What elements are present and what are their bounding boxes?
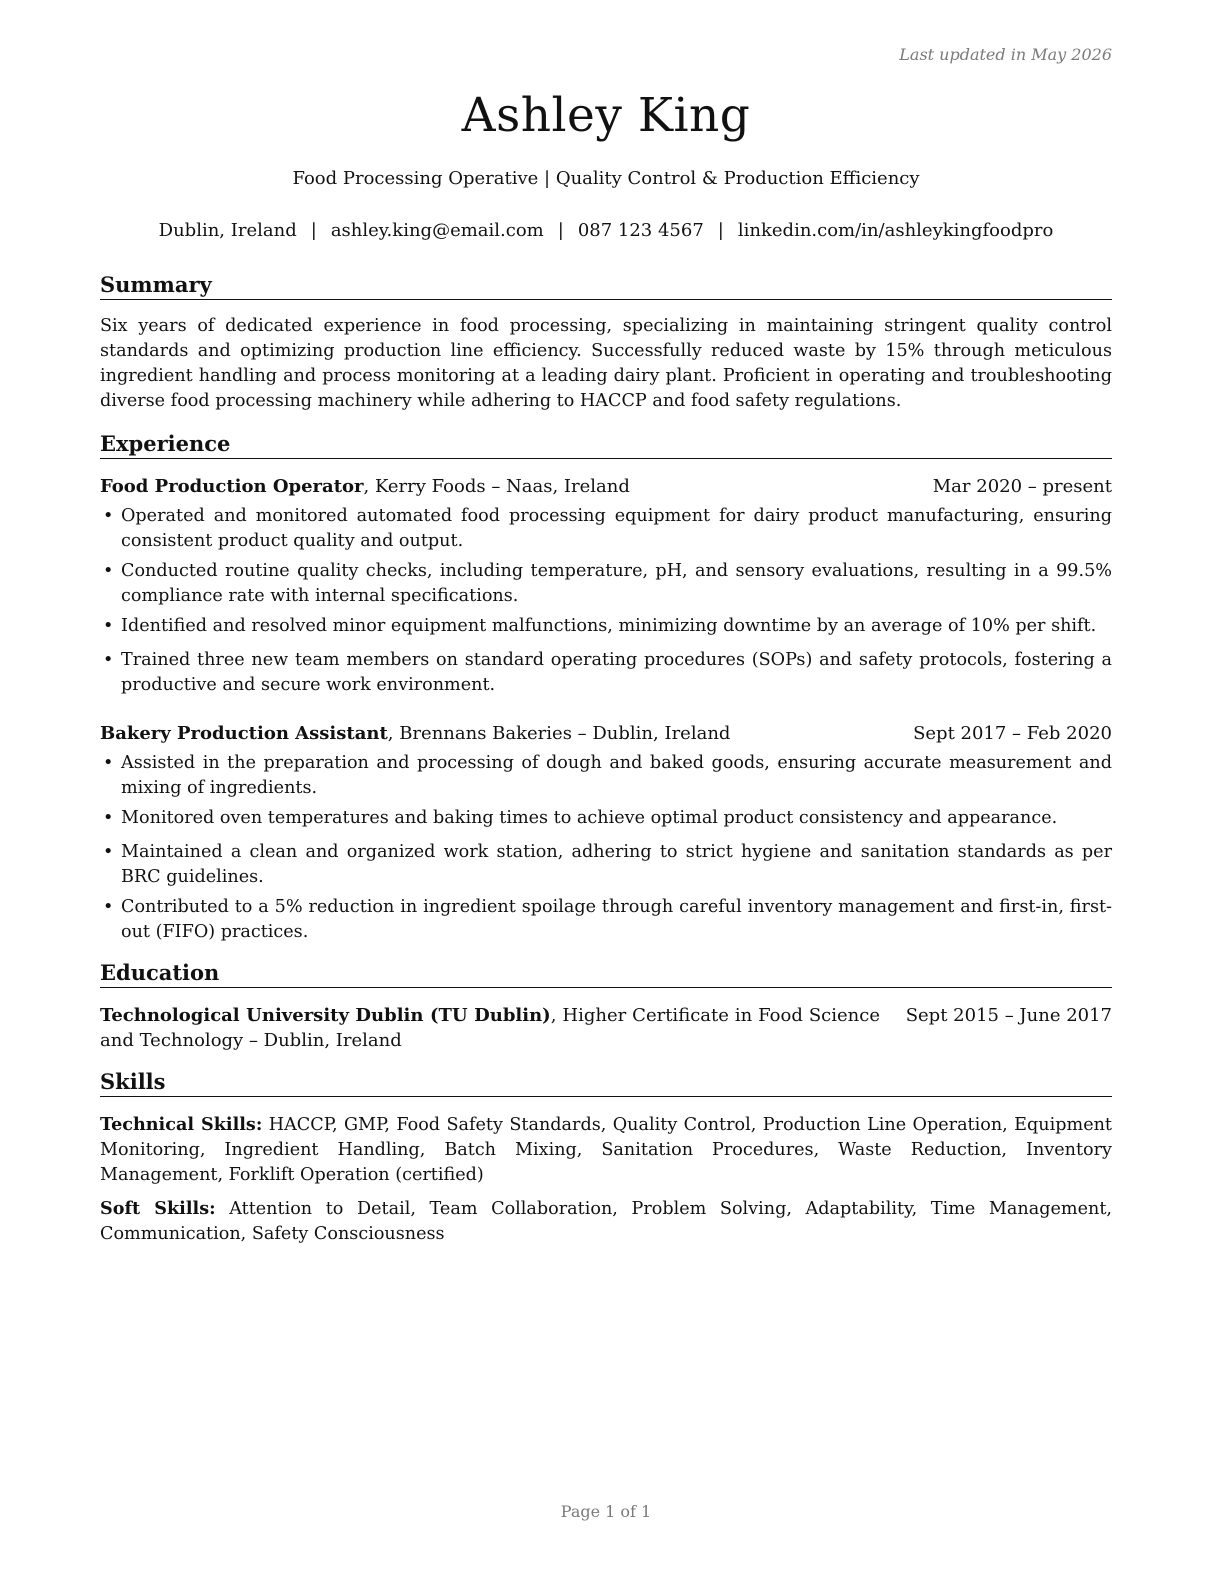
bullet-text: Conducted routine quality checks, including temperature, pH, and sensory evaluations, resulting in a 99.5% compliance rate with internal specifications. [121, 561, 1112, 606]
summary-heading: Summary [100, 271, 1112, 300]
job-bullet [100, 751, 1112, 801]
soft-skills-label: Soft Skills: [100, 1198, 216, 1219]
contact-separator: | [557, 220, 564, 241]
technical-skills-label: Technical Skills: [100, 1114, 263, 1135]
contact-line [100, 220, 1112, 241]
resume-page [100, 0, 1112, 1584]
job-company: , Brennans Bakeries – Dublin, Ireland [387, 723, 731, 744]
bullet-text: Maintained a clean and organized work station, adhering to strict hygiene and sanitation standards as per BRC guidelines. [121, 842, 1112, 887]
headline-tagline: Food Processing Operative | Quality Control & Production Efficiency [292, 168, 920, 189]
candidate-name: Ashley King [461, 88, 751, 143]
job-header [100, 721, 1112, 746]
job-role: Food Production Operator [100, 476, 364, 497]
job-title-line [100, 721, 730, 746]
soft-skills-list: Attention to Detail, Team Collaboration, Problem Solving, Adaptability, Time Management, Communication, Safety Consciousness [100, 1199, 1112, 1244]
technical-skills [100, 1112, 1112, 1188]
bullet-text: Operated and monitored automated food processing equipment for dairy product manufacturing, ensuring consistent product quality and output. [121, 506, 1112, 551]
job-company: , Kerry Foods – Naas, Ireland [363, 476, 630, 497]
education-details [100, 1003, 880, 1053]
job-bullet [100, 648, 1112, 698]
contact-linkedin-link[interactable]: linkedin.com/in/ashleykingfoodpro [737, 220, 1054, 241]
experience-heading: Experience [100, 430, 1112, 459]
bullet-text: Monitored oven temperatures and baking times to achieve optimal product consistency and appearance. [121, 808, 1058, 828]
skills-heading: Skills [100, 1068, 1112, 1097]
page-number: Page 1 of 1 [560, 1502, 652, 1521]
job-bullet-list [100, 751, 1112, 950]
bullet-icon: • [103, 650, 114, 670]
job-bullet [100, 614, 1112, 639]
job-bullet [100, 806, 1112, 831]
job-bullet [100, 504, 1112, 554]
education-entry [100, 1003, 1112, 1053]
job-dates: Sept 2017 – Feb 2020 [913, 723, 1112, 744]
contact-phone: 087 123 4567 [577, 220, 704, 241]
job-bullet [100, 895, 1112, 945]
bullet-text: Identified and resolved minor equipment malfunctions, minimizing downtime by an average of 10% per shift. [121, 616, 1097, 636]
bullet-icon: • [103, 506, 114, 526]
bullet-icon: • [103, 842, 114, 862]
contact-email-link[interactable]: ashley.king@email.com [330, 220, 544, 241]
education-program: , Higher Certificate in Food Science and Technology – Dublin, Ireland [100, 1005, 880, 1051]
bullet-icon: • [103, 897, 114, 917]
bullet-icon: • [103, 616, 114, 636]
bullet-icon: • [103, 808, 114, 828]
education-institution: Technological University Dublin (TU Dublin) [100, 1005, 551, 1026]
summary-text: Six years of dedicated experience in food processing, specializing in maintaining stringent quality control standards and optimizing production line efficiency. Successfully reduced waste by 15% through meticulous ingredient handling and process monitoring at a leading dairy plant. Proficient in operating and troubleshooting diverse food processing machinery while adhering to HACCP and food safety regulations. [100, 316, 1112, 411]
soft-skills [100, 1196, 1112, 1247]
job-header [100, 474, 1112, 499]
bullet-icon: • [103, 561, 114, 581]
last-updated-note: Last updated in May 2026 [899, 45, 1112, 64]
contact-separator: | [310, 220, 317, 241]
job-bullet [100, 840, 1112, 890]
education-heading: Education [100, 959, 1112, 988]
contact-location: Dublin, Ireland [158, 220, 297, 241]
bullet-text: Assisted in the preparation and processing of dough and baked goods, ensuring accurate measurement and mixing of ingredients. [121, 753, 1112, 798]
job-bullet [100, 559, 1112, 609]
bullet-text: Trained three new team members on standard operating procedures (SOPs) and safety protocols, fostering a productive and secure work environment. [121, 650, 1112, 695]
job-bullet-list [100, 504, 1112, 703]
education-dates: Sept 2015 – June 2017 [905, 1005, 1112, 1026]
job-role: Bakery Production Assistant [100, 723, 388, 744]
technical-skills-list: HACCP, GMP, Food Safety Standards, Quality Control, Production Line Operation, Equipment Monitoring, Ingredient Handling, Batch Mixing, Sanitation Procedures, Waste Reduction, Inventory Management, Forklift Operation (certified) [100, 1115, 1113, 1185]
contact-separator: | [717, 220, 724, 241]
job-title-line [100, 474, 630, 499]
bullet-icon: • [103, 753, 114, 773]
job-dates: Mar 2020 – present [932, 476, 1112, 497]
bullet-text: Contributed to a 5% reduction in ingredient spoilage through careful inventory management and first-in, first-out (FIFO) practices. [121, 897, 1112, 942]
